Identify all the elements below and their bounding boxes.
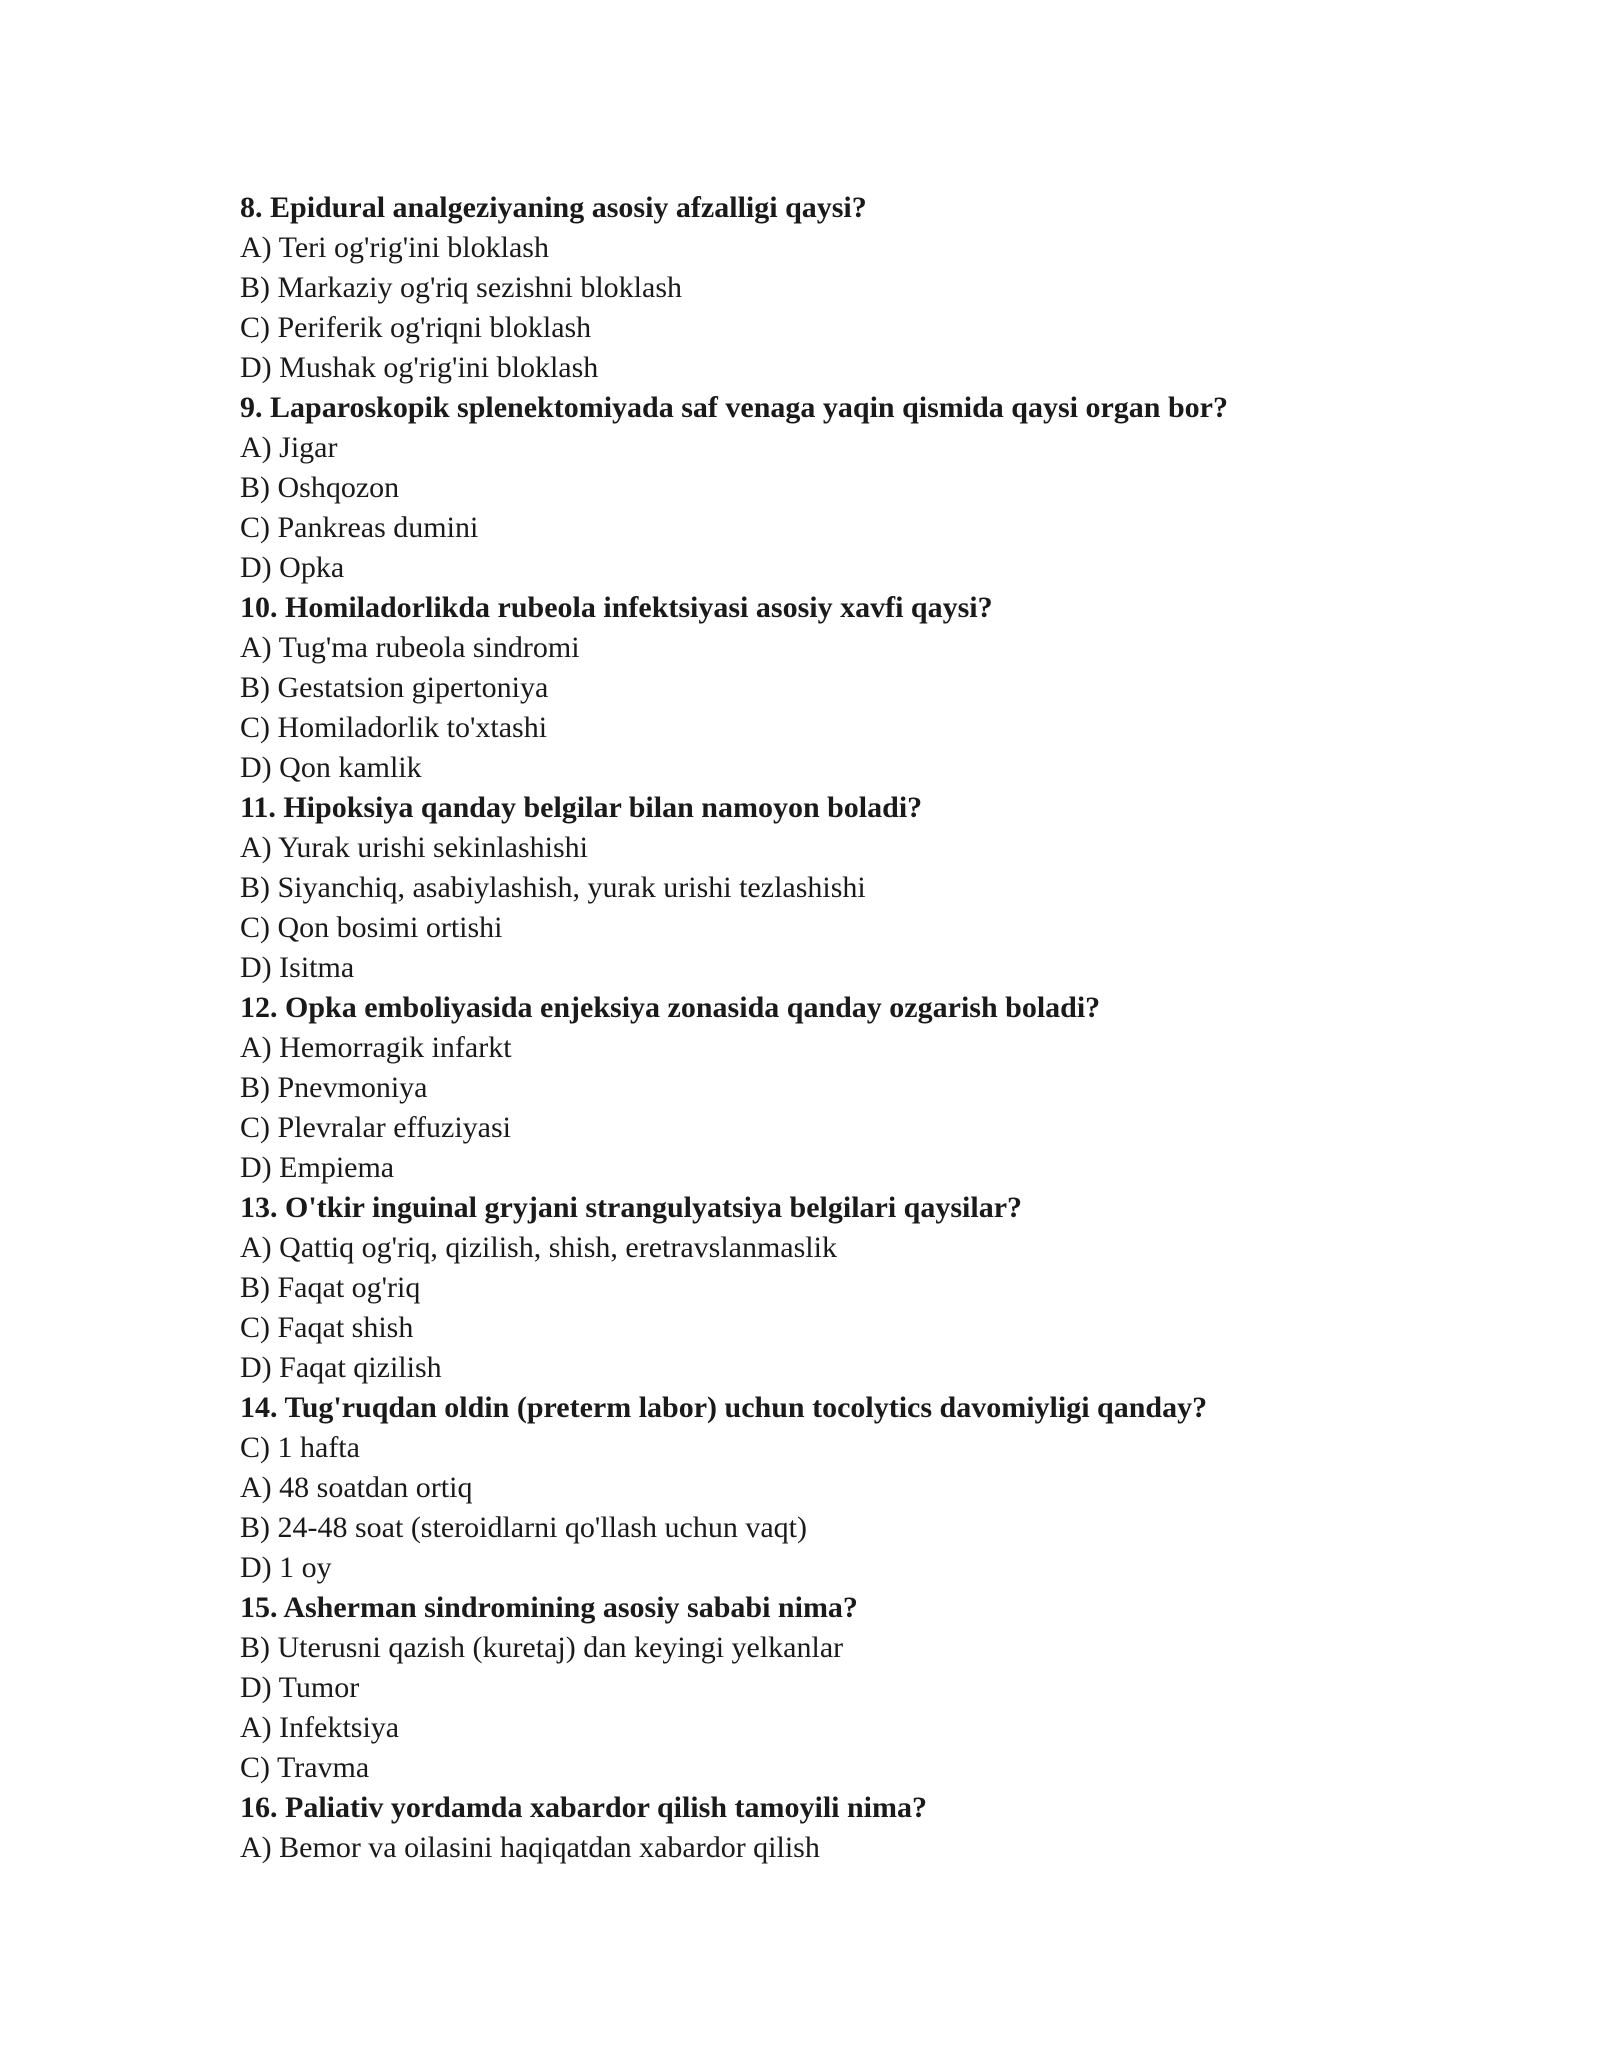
answer-option: B) Markaziy og'riq sezishni bloklash [240,271,682,304]
question-title: 12. Opka emboliyasida enjeksiya zonasida qanday ozgarish boladi? [240,991,1101,1024]
question-title: 10. Homiladorlikda rubeola infektsiyasi asosiy xavfi qaysi? [240,591,993,624]
answer-option: C) Periferik og'riqni bloklash [240,311,592,344]
answer-option: A) Teri og'rig'ini bloklash [240,231,549,264]
answer-option: C) Qon bosimi ortishi [240,911,503,944]
answer-option: C) Homiladorlik to'xtashi [240,711,548,744]
question-list [240,188,1420,1868]
answer-option: B) Faqat og'riq [240,1271,421,1304]
question-item [240,1388,1420,1588]
question-title: 9. Laparoskopik splenektomiyada saf venaga yaqin qismida qaysi organ bor? [240,391,1228,424]
answer-option: B) Gestatsion gipertoniya [240,671,549,704]
question-item [240,1588,1420,1788]
answer-option: D) Tumor [240,1671,360,1704]
answer-option: A) Bemor va oilasini haqiqatdan xabardor qilish [240,1831,820,1864]
answer-option: D) Qon kamlik [240,751,422,784]
question-title: 11. Hipoksiya qanday belgilar bilan namoyon boladi? [240,791,923,824]
question-item [240,588,1420,788]
answer-option: D) Empiema [240,1151,395,1184]
question-item [240,988,1420,1188]
answer-option: B) 24-48 soat (steroidlarni qo'llash uchun vaqt) [240,1511,807,1544]
question-item [240,1188,1420,1388]
answer-option: B) Pnevmoniya [240,1071,428,1104]
answer-option: A) Yurak urishi sekinlashishi [240,831,589,864]
question-title: 16. Paliativ yordamda xabardor qilish tamoyili nima? [240,1791,927,1824]
answer-option: A) Infektsiya [240,1711,400,1744]
answer-option: D) Mushak og'rig'ini bloklash [240,351,599,384]
answer-option: B) Oshqozon [240,471,400,504]
answer-option: C) Travma [240,1751,370,1784]
answer-option: D) 1 oy [240,1551,332,1584]
question-item [240,1788,1420,1868]
question-title: 13. O'tkir inguinal gryjani strangulyatsiya belgilari qaysilar? [240,1191,1023,1224]
question-item [240,388,1420,588]
answer-option: B) Siyanchiq, asabiylashish, yurak urishi tezlashishi [240,871,866,904]
answer-option: A) Jigar [240,431,338,464]
answer-option: A) Qattiq og'riq, qizilish, shish, eretravslanmaslik [240,1231,837,1264]
answer-option: D) Faqat qizilish [240,1351,442,1384]
answer-option: B) Uterusni qazish (kuretaj) dan keyingi yelkanlar [240,1631,844,1664]
question-title: 8. Epidural analgeziyaning asosiy afzalligi qaysi? [240,191,867,224]
answer-option: C) Plevralar effuziyasi [240,1111,512,1144]
question-item [240,788,1420,988]
question-title: 15. Asherman sindromining asosiy sababi nima? [240,1591,858,1624]
answer-option: D) Opka [240,551,345,584]
answer-option: C) Pankreas dumini [240,511,479,544]
question-item [240,188,1420,388]
answer-option: A) Tug'ma rubeola sindromi [240,631,580,664]
question-title: 14. Tug'ruqdan oldin (preterm labor) uchun tocolytics davomiyligi qanday? [240,1391,1208,1424]
answer-option: A) Hemorragik infarkt [240,1031,512,1064]
answer-option: C) 1 hafta [240,1431,360,1464]
answer-option: D) Isitma [240,951,355,984]
answer-option: A) 48 soatdan ortiq [240,1471,473,1504]
answer-option: C) Faqat shish [240,1311,414,1344]
